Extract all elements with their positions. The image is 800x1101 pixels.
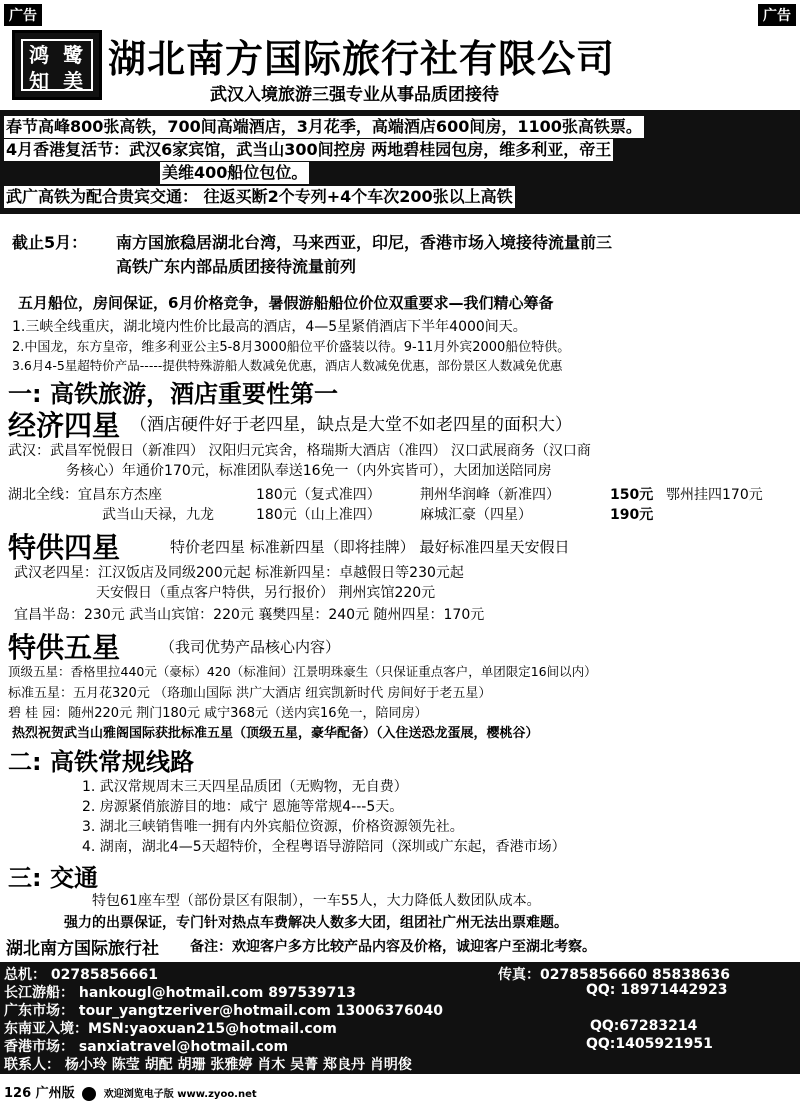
hubei-hotel: 麻城汇豪（四星） xyxy=(420,507,532,523)
banner-line: 武广高铁为配合贵宾交通： 往返买断2个专列+4个车次200张以上高铁 xyxy=(6,187,513,206)
may-line: 高铁广东内部品质团接待流量前列 xyxy=(116,257,357,276)
logo-char: 鹭 xyxy=(63,43,83,67)
eco-four-star-note: （酒店硬件好于老四星，缺点是大堂不如老四星的面积大） xyxy=(130,415,572,435)
page-number: 126 xyxy=(4,1086,32,1101)
special-five-star-note: （我司优势产品核心内容） xyxy=(160,638,341,656)
company-remark: 备注：欢迎客户多方比较产品内容及价格，诚迎客户至湖北考察。 xyxy=(190,939,596,955)
may-line: 南方国旅稳居湖北台湾，马来西亚，印尼，香港市场入境接待流量前三 xyxy=(116,233,613,252)
section2-heading: 二: 高铁常规线路 xyxy=(8,748,194,776)
cruise-contact[interactable]: 长江游船： hankougl@hotmail.com 897539713 xyxy=(4,985,356,1001)
hubei-price: 190元 xyxy=(610,507,654,523)
contact-people: 联系人： 杨小玲 陈莹 胡配 胡珊 张雅婷 肖木 吴菁 郑良丹 肖明俊 xyxy=(4,1057,412,1073)
route-item: 1. 武汉常规周末三天四星品质团（无购物，无自费） xyxy=(82,779,408,795)
special-four-star-note: 特价老四星 标准新四星（即将挂牌） 最好标准四星天安假日 xyxy=(170,538,570,556)
hubei-price: 150元 xyxy=(610,487,654,503)
guangdong-contact[interactable]: 广东市场： tour_yangtzeriver@hotmail.com 13006376040 xyxy=(4,1003,443,1019)
wuhan-hotels: 武汉：武昌军悦假日（新准四） 汉阳归元宾舍，格瑞斯大酒店（准四） 汉口武展商务（汉口商 xyxy=(8,443,591,459)
ad-tag-left: 广告 xyxy=(4,4,42,26)
logo-char: 美 xyxy=(63,69,83,93)
hubei-hotel: 鄂州挂四170元 xyxy=(666,487,763,503)
sea-qq: QQ:67283214 xyxy=(590,1018,698,1034)
site-slogan[interactable]: 欢迎浏览电子版 www.zyoo.net xyxy=(103,1089,257,1100)
cruise-item: 1.三峡全线重庆，湖北境内性价比最高的酒店，4—5星紧俏酒店下半年4000间天。 xyxy=(12,319,527,335)
sea-contact[interactable]: 东南亚入境：MSN:yaoxuan215@hotmail.com xyxy=(4,1021,337,1037)
banner-line: 美维400船位包位。 xyxy=(162,163,308,182)
company-logo xyxy=(12,30,102,100)
page-footer xyxy=(4,1082,257,1101)
route-item: 2. 房源紧俏旅游目的地：咸宁 恩施等常规4---5天。 xyxy=(82,799,404,815)
eco-four-star-title: 经济四星 xyxy=(8,409,121,442)
special-four-star-title: 特供四星 xyxy=(8,531,121,564)
banner-line: 4月香港复活节：武汉6家宾馆，武当山300间控房 两地碧桂园包房，维多利亚，帝王 xyxy=(6,140,612,159)
company-name: 湖北南方国际旅行社 xyxy=(6,939,159,959)
special-five-star-line: 标准五星：五月花320元 （珞珈山国际 洪广大酒店 纽宾凯新时代 房间好于老五星） xyxy=(8,686,492,701)
company-subtitle: 武汉入境旅游三强专业从事品质团接待 xyxy=(210,85,499,105)
cruise-qq: QQ: 18971442923 xyxy=(586,982,728,998)
section1-heading: 一: 高铁旅游，酒店重要性第一 xyxy=(8,380,338,408)
logo-char: 鸿 xyxy=(29,43,49,67)
ad-tag-right: 广告 xyxy=(758,4,796,26)
congrats-line: 热烈祝贺武当山雅阁国际获批标准五星（顶级五星，豪华配备）（入住送恐龙蛋展，樱桃谷） xyxy=(12,726,539,741)
edition: 广州版 xyxy=(35,1086,75,1101)
logo-char: 知 xyxy=(29,69,49,93)
hk-qq: QQ:1405921951 xyxy=(586,1036,713,1052)
hk-contact[interactable]: 香港市场： sanxiatravel@hotmail.com xyxy=(4,1039,289,1055)
special-four-star-line: 天安假日（重点客户特供，另行报价） 荆州宾馆220元 xyxy=(96,585,436,601)
transport-line: 强力的出票保证，专门针对热点车费解决人数多大团，组团社广州无法出票难题。 xyxy=(64,915,568,931)
cruise-item: 3.6月4-5星超特价产品-----提供特殊游船人数减免优惠，酒店人数减免优惠，部份景区人数减免优惠 xyxy=(12,358,563,373)
company-title: 湖北南方国际旅行社有限公司 xyxy=(108,37,616,81)
site-logo-icon xyxy=(82,1087,96,1101)
may-label: 截止5月： xyxy=(12,233,88,252)
hubei-hotel: 湖北全线：宜昌东方杰座 xyxy=(8,487,162,503)
transport-line: 特包61座车型（部份景区有限制），一车55人，大力降低人数团队成本。 xyxy=(92,893,541,909)
hubei-price: 180元（复式准四） xyxy=(256,487,381,503)
cruise-item: 2.中国龙，东方皇帝，维多利亚公主5-8月3000船位平价盛装以待。9-11月外宾2000船位特供。 xyxy=(12,340,571,355)
contact-panel xyxy=(0,962,800,1074)
special-five-star-title: 特供五星 xyxy=(8,631,121,664)
banner-line: 春节高峰800张高铁，700间高端酒店，3月花季，高端酒店600间房，1100张高铁票。 xyxy=(6,117,642,136)
highlight-banner xyxy=(0,110,800,214)
special-four-star-line: 武汉老四星：江汉饭店及同级200元起 标准新四星：卓越假日等230元起 xyxy=(14,565,464,581)
special-four-star-line: 宜昌半岛：230元 武当山宾馆：220元 襄樊四星：240元 随州四星：170元 xyxy=(14,607,485,623)
main-phone: 总机： 02785856661 xyxy=(4,967,159,983)
cruise-headline: 五月船位，房间保证，6月价格竞争，暑假游船船位价位双重要求—我们精心筹备 xyxy=(18,294,554,312)
fax: 传真：02785856660 85838636 xyxy=(498,967,730,983)
special-five-star-line: 顶级五星：香格里拉440元（豪标）420（标准间）江景明珠豪生（只保证重点客户，单团限定16间以内） xyxy=(8,664,597,679)
wuhan-hotels: 务核心）年通价170元，标准团队奉送16免一（内外宾皆可），大团加送陪同房 xyxy=(66,463,552,479)
hubei-price: 180元（山上准四） xyxy=(256,507,381,523)
route-item: 3. 湖北三峡销售唯一拥有内外宾船位资源，价格资源领先社。 xyxy=(82,819,464,835)
section3-heading: 三: 交通 xyxy=(8,864,98,892)
special-five-star-line: 碧 桂 园：随州220元 荆门180元 咸宁368元（送内宾16免一，陪同房） xyxy=(8,706,428,721)
route-item: 4. 湖南，湖北4—5天超特价，全程粤语导游陪同（深圳或广东起，香港市场） xyxy=(82,839,566,855)
hubei-hotel: 武当山天禄，九龙 xyxy=(102,507,214,523)
hubei-hotel: 荆州华润峰（新准四） xyxy=(420,487,560,503)
